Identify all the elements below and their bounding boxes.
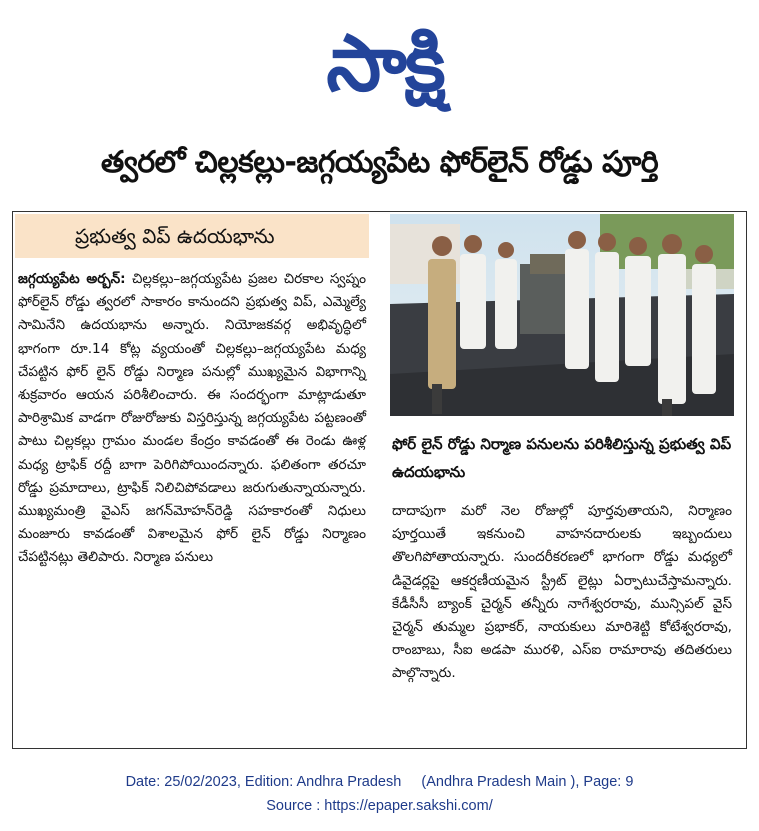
article-left-column [18,268,366,570]
masthead-logo [270,14,500,114]
dateline: జగ్గయ్యపేట అర్బన్: [18,271,126,287]
article-photo [390,214,734,416]
headline: త్వరలో చిల్లకల్లు-జగ్గయ్యపేట ఫోర్‌లైన్ రోడ్డు పూర్తి [100,145,659,180]
footer [0,770,759,818]
footer-source-line: Source : https://epaper.sakshi.com/ [266,798,493,814]
right-body-text: దాదాపుగా మరో నెల రోజుల్లో పూర్తవుతాయని, నిర్మాణం పూర్తయితే ఇకనుంచి వాహనదారులకు ఇబ్బందులు తొలగిపోతాయన్నారు. సుందరీకరణలో భాగంగా రోడ్డు మధ్యలో డివైడర్లపై ఆకర్షణీయమైన స్ట్రీట్ లైట్లు ఏర్పాటుచేస్తామన్నారు. కేడీసీసీ బ్యాంక్ చైర్మన్ తన్నీరు నాగేశ్వరరావు, మున్సిపల్ వైస్ చైర్మన్ తుమ్మల ప్రభాకర్, నాయకులు మారిశెట్టి కోటేశ్వరరావు, రాంబాబు, సీఐ అడపా మురళి, ఎస్‌ఐ రామారావు తదితరులు పాల్గొన్నారు. [392,503,732,682]
photo-illustration [390,214,734,416]
subhead: ప్రభుత్వ విప్ ఉదయభాను [15,214,369,258]
footer-edition-line: Date: 25/02/2023, Edition: Andhra Pradesh (Andhra Pradesh Main ), Page: 9 [125,774,634,790]
left-body-text: చిల్లకల్లు–జగ్గయ్యపేట ప్రజల చిరకాల స్వప్నం ఫోర్‌లైన్ రోడ్డు త్వరలో సాకారం కానుందని ప్రభుత్వ విప్, ఎమ్మెల్యే సామినేని ఉదయభాను అన్నారు. నియోజకవర్గ అభివృద్ధిలో భాగంగా రూ.14 కోట్ల వ్యయంతో చిల్లకల్లు–జగ్గయ్యపేట మధ్య చేపట్టిన ఫోర్ లైన్ రోడ్డు నిర్మాణ పనుల్లో ముఖ్యమైన విభాగాన్ని శుక్రవారం ఆయన పరిశీలించారు. ఈ సందర్భంగా మాట్లాడుతూ పారిశ్రామిక వాడగా రోజురోజుకు విస్తరిస్తున్న జగ్గయ్యపేట పట్టణంతో పాటు చిల్లకల్లు గ్రామం మండల కేంద్రం కావడంతో ఈ రెండు ఊళ్ల మధ్య ట్రాఫిక్ రద్దీ బాగా పెరిగిపోయిందన్నారు. ఫలితంగా తరచూ రోడ్డు ప్రమాదాలు, ట్రాఫిక్ నిలిచిపోవడాలు జరుగుతున్నాయన్నారు. ముఖ్యమంత్రి వైఎస్ జగన్‌మోహన్‌రెడ్డి సహకారంతో నిధులు మంజూరు కావడంతో విశాలమైన ఫోర్ లైన్ రోడ్డు నిర్మాణం చేపట్టినట్లు తెలిపారు. నిర్మాణ పనులు [18,271,366,566]
article-right-column [392,500,732,686]
photo-caption: ఫోర్ లైన్ రోడ్డు నిర్మాణ పనులను పరిశీలిస్తున్న ప్రభుత్వ విప్ ఉదయభాను [392,435,732,481]
logo-text: సాక్షి [326,19,444,109]
